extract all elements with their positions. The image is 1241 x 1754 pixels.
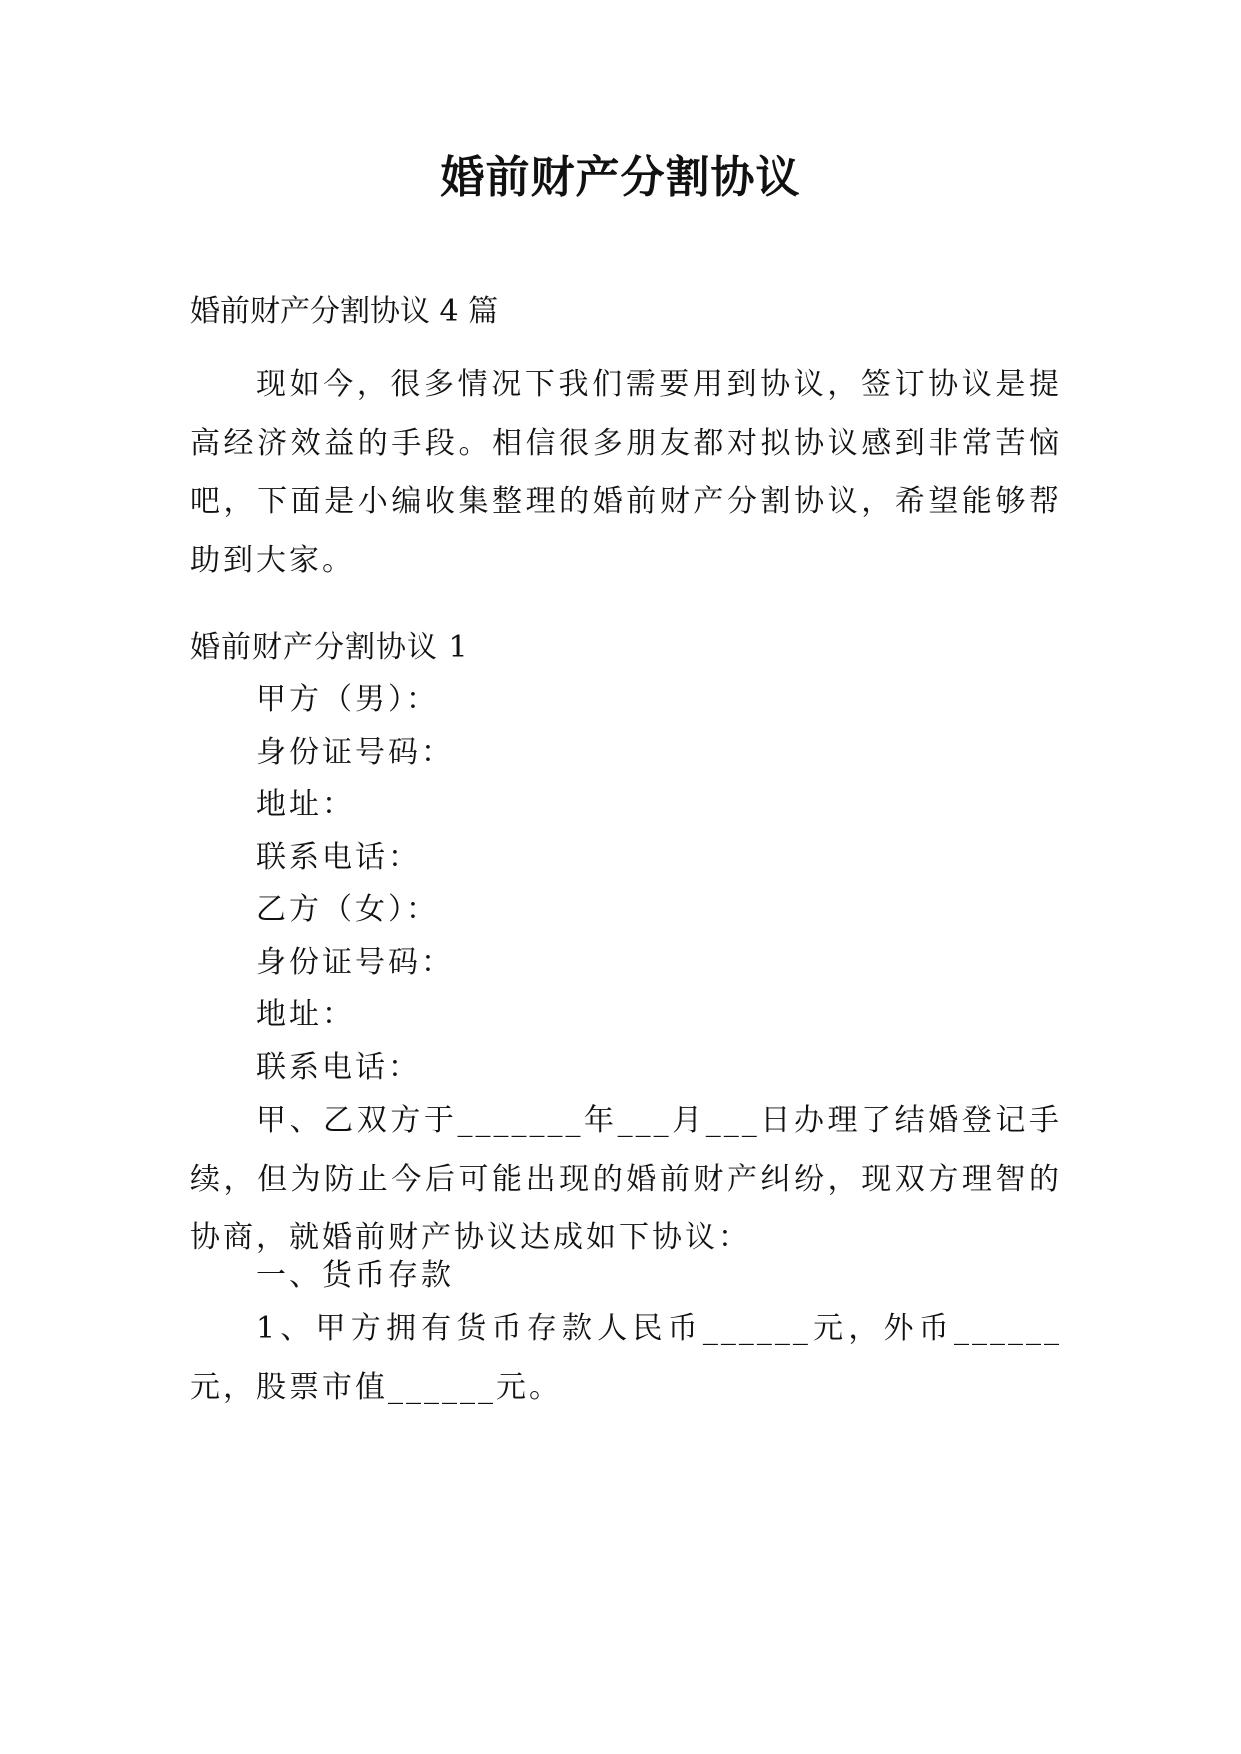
clause-heading: 一、货币存款 [256,1258,454,1293]
party-b-address-field: 地址： [256,997,355,1032]
party-a-phone-field: 联系电话： [256,840,421,875]
party-b-label: 乙方（女）： [256,892,439,927]
intro-paragraph: 现如今，很多情况下我们需要用到协议，签订协议是提高经济效益的手段。相信很多朋友都对拟协议感到非常苦恼吧，下面是小编收集整理的婚前财产分割协议，希望能够帮助到大家。 [190,367,1062,578]
party-b-id-field: 身份证号码： [256,945,454,980]
agreement-paragraph: 甲、乙双方于_______年___月___日办理了结婚登记手续，但为防止今后可能出现的婚前财产纠纷，现双方理智的协商，就婚前财产协议达成如下协议： [190,1103,1062,1255]
clause-item: 1、甲方拥有货币存款人民币______元，外币______元，股票市值______元。 [190,1311,1062,1405]
party-a-address-field: 地址： [256,787,355,822]
party-b-phone-field: 联系电话： [256,1050,421,1085]
document-title: 婚前财产分割协议 [440,152,801,203]
section-heading: 婚前财产分割协议 1 [190,630,469,665]
party-a-label: 甲方（男）： [256,682,439,717]
document-subtitle: 婚前财产分割协议 4 篇 [190,294,499,329]
party-a-id-field: 身份证号码： [256,735,454,770]
